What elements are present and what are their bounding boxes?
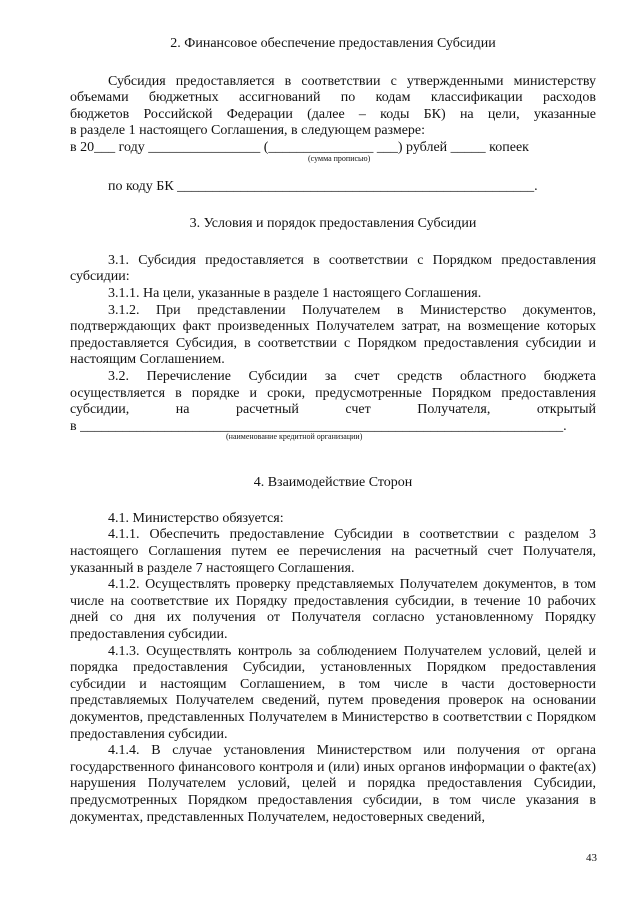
- clause-3-1: 3.1. Субсидия предоставляется в соответствии с Порядком предоставления субсидии:: [70, 252, 596, 285]
- clause-4-1-3: 4.1.3. Осуществлять контроль за соблюдением Получателем условий, целей и порядка предоставления Субсидии, установленных Порядком предоставления субсидии и настоящим Соглашением, в том числе в части достоверности представляемых Получателем сведений, путем проведения проверок на основании документов, представленных Получателем в Министерство в соответствии с Порядком предоставления субсидии.: [70, 643, 596, 742]
- document-body: [70, 36, 596, 826]
- bank-line: в _____________________________________________________________________.: [70, 418, 567, 434]
- paragraph-line: 3.2. Перечисление Субсидии за счет средств областного бюджета: [108, 368, 596, 384]
- paragraph-line: осуществляется в порядке и сроки, предусмотренные Порядком предоставления: [70, 385, 596, 401]
- amount-caption: (сумма прописью): [308, 153, 371, 163]
- clause-3-1-1: 3.1.1. На цели, указанные в разделе 1 настоящего Соглашения.: [108, 285, 482, 301]
- clause-4-1-4: 4.1.4. В случае установления Министерством или получения от органа государственного финансового контроля и (или) иных органов информации о факте(ах) нарушения Получателем условий, целей и порядка предоставления Субсидии, предусмотренных Порядком предоставления субсидии, в том числе указания в документах, представленных Получателем, недостоверных сведений,: [70, 743, 596, 825]
- clause-3-2: [70, 369, 596, 419]
- paragraph-line: в разделе 1 настоящего Соглашения, в следующем размере:: [70, 123, 426, 139]
- paragraph-line: субсидии, на расчетный счет Получателя, открытый: [70, 402, 596, 418]
- clause-3-1-2: 3.1.2. При представлении Получателем в Министерство документов, подтверждающих факт произведенных Получателем затрат, на возмещение которых предоставляется Субсидия, в соответствии с Порядком предоставления субсидии и настоящим Соглашением.: [70, 302, 596, 368]
- paragraph-line: объемами бюджетных ассигнований по кодам классификации расходов: [70, 90, 596, 106]
- section-2-heading: 2. Финансовое обеспечение предоставления Субсидии: [170, 36, 496, 51]
- section-3-heading: 3. Условия и порядок предоставления Субсидии: [189, 216, 477, 232]
- amount-line: в 20___ году ________________ (_______________ ___) рублей _____ копеек: [70, 139, 529, 155]
- section-4-heading: 4. Взаимодействие Сторон: [253, 475, 413, 491]
- clause-4-1: 4.1. Министерство обязуется:: [108, 510, 284, 526]
- section-2-paragraph: [70, 74, 596, 140]
- clause-4-1-1: 4.1.1. Обеспечить предоставление Субсидии в соответствии с разделом 3 настоящего Соглашения путем ее перечисления на расчетный счет Получателя, указанный в разделе 7 настоящего Соглашения.: [70, 527, 596, 576]
- paragraph-line: бюджетов Российской Федерации (далее – коды БК) на цели, указанные: [70, 106, 596, 122]
- bank-caption: (наименование кредитной организации): [226, 432, 363, 442]
- bk-code-line: по коду БК ___________________________________________________.: [108, 178, 538, 194]
- clause-4-1-2: 4.1.2. Осуществлять проверку представляемых Получателем документов, в том числе на соответствие их Порядку предоставления субсидии, в течение 10 рабочих дней со дня их получения от Получателя согласно установленному Порядку предоставления субсидии.: [70, 577, 596, 643]
- paragraph-line: Субсидия предоставляется в соответствии с утвержденными министерству: [108, 73, 596, 89]
- page-number: 43: [586, 852, 597, 864]
